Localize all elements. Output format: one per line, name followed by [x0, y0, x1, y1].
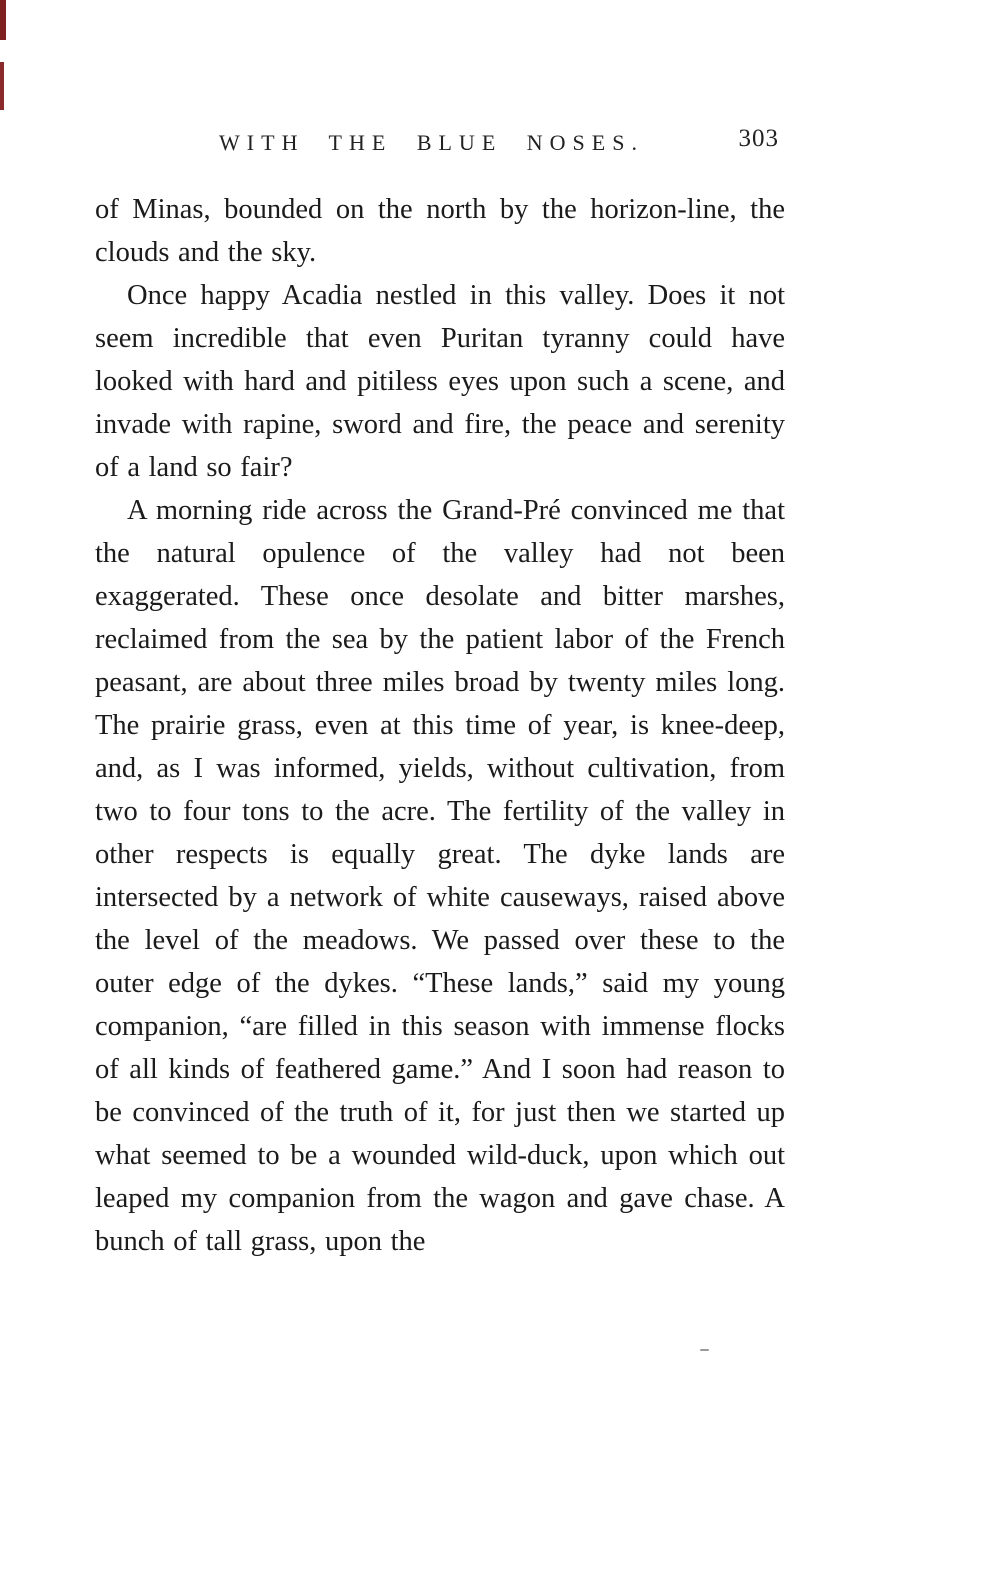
running-header [95, 125, 785, 162]
page-number: 303 [738, 125, 779, 152]
text-column [95, 125, 785, 1263]
scan-artifact [0, 0, 6, 40]
paragraph: Once happy Acadia nestled in this valley. Does it not seem incredible that even Puritan tyranny could have looked with hard and pitiless eyes upon such a scene, and invade with rapine, sword and fire, the peace and serenity of a land so fair? [95, 280, 785, 483]
paragraph: of Minas, bounded on the north by the horizon-line, the clouds and the sky. [95, 194, 785, 268]
scan-artifact [700, 1349, 709, 1351]
scan-artifact [0, 62, 4, 110]
page-body [95, 188, 785, 1263]
running-header-title: WITH THE BLUE NOSES. [219, 130, 644, 155]
paragraph: A morning ride across the Grand-Pré convinced me that the natural opulence of the valley had not been exaggerated. These once desolate and bitter marshes, reclaimed from the sea by the patient labor of the French peasant, are about three miles broad by twenty miles long. The prairie grass, even at this time of year, is knee-deep, and, as I was informed, yields, without cultivation, from two to four tons to the acre. The fertility of the valley in other respects is equally great. The dyke lands are intersected by a network of white causeways, raised above the level of the meadows. We passed over these to the outer edge of the dykes. “These lands,” said my young companion, “are filled in this season with immense flocks of all kinds of feathered game.” And I soon had reason to be convinced of the truth of it, for just then we started up what seemed to be a wounded wild-duck, upon which out leaped my companion from the wagon and gave chase. A bunch of tall grass, upon the [95, 495, 785, 1257]
